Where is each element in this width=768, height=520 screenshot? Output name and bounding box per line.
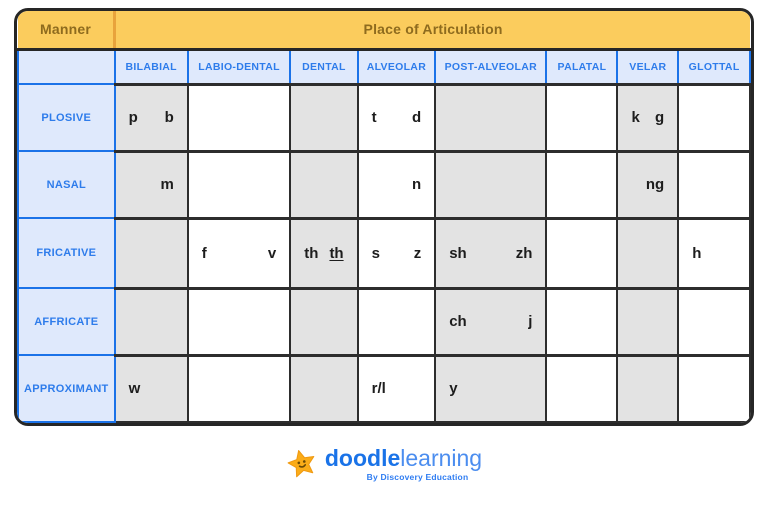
col-head-post-alveolar: POST-ALVEOLAR — [435, 49, 546, 84]
phoneme-cell-affricate-glottal — [678, 288, 750, 355]
phoneme-cell-nasal-dental — [290, 151, 357, 218]
row-label-approximant: APPROXIMANT — [18, 355, 115, 422]
phoneme-cell-approximant-glottal — [678, 355, 750, 422]
row-plosive — [18, 84, 750, 151]
doodle-learning-logo — [0, 446, 768, 482]
phoneme-cell-approximant-velar — [617, 355, 678, 422]
phoneme-voiced: b — [164, 109, 174, 126]
phoneme-voiced: z — [413, 244, 422, 262]
phoneme-cell-approximant-bilabial — [115, 355, 188, 422]
phoneme-cell-fricative-dental — [290, 218, 357, 288]
phoneme-voiceless: k — [631, 109, 640, 126]
col-head-bilabial: BILABIAL — [115, 49, 188, 84]
star-icon — [282, 445, 321, 484]
col-head-labio-dental: LABIO-DENTAL — [188, 49, 290, 84]
logo-tagline: By Discovery Education — [366, 472, 469, 482]
col-head-dental: DENTAL — [290, 49, 357, 84]
phoneme-cell-affricate-bilabial — [115, 288, 188, 355]
phoneme-voiced: m — [160, 176, 174, 193]
phoneme-cell-plosive-alveolar — [358, 84, 436, 151]
phoneme-voiced: ng — [645, 176, 665, 193]
logo-wordmark-learning: learning — [400, 445, 483, 471]
place-of-articulation-header: Place of Articulation — [115, 11, 750, 49]
row-label-plosive: PLOSIVE — [18, 84, 115, 151]
phoneme-voiceless: p — [128, 109, 138, 126]
phoneme-cell-affricate-dental — [290, 288, 357, 355]
top-header-row — [18, 11, 750, 49]
col-head-palatal: PALATAL — [546, 49, 617, 84]
phoneme-cell-approximant-post-alveolar — [435, 355, 546, 422]
phoneme-voiced: g — [655, 109, 665, 126]
logo-wordmark-doodle: doodle — [324, 445, 401, 471]
phoneme-voiceless: ch — [449, 313, 467, 330]
column-header-row — [18, 49, 750, 84]
phoneme-cell-affricate-velar — [617, 288, 678, 355]
phoneme-cell-fricative-glottal — [678, 218, 750, 288]
manner-header: Manner — [18, 11, 115, 49]
row-affricate — [18, 288, 750, 355]
row-label-affricate: AFFRICATE — [18, 288, 115, 355]
phoneme-cell-nasal-palatal — [546, 151, 617, 218]
phoneme-cell-approximant-labio-dental — [188, 355, 290, 422]
col-head-alveolar: ALVEOLAR — [358, 49, 436, 84]
phoneme-cell-plosive-post-alveolar — [435, 84, 546, 151]
phoneme-cell-approximant-palatal — [546, 355, 617, 422]
phoneme-cell-plosive-labio-dental — [188, 84, 290, 151]
row-approximant — [18, 355, 750, 422]
phoneme-cell-fricative-alveolar — [358, 218, 436, 288]
phoneme-voiced-underlined: th — [329, 244, 344, 262]
phoneme-voiced: n — [412, 176, 422, 193]
phoneme-cell-affricate-palatal — [546, 288, 617, 355]
phoneme-voiced: d — [412, 109, 422, 126]
corner-blank-cell — [18, 49, 115, 84]
phoneme-voiceless: h — [692, 244, 702, 262]
col-head-glottal: GLOTTAL — [678, 49, 750, 84]
phoneme-cell-plosive-velar — [617, 84, 678, 151]
row-fricative — [18, 218, 750, 288]
phoneme-cell-nasal-bilabial — [115, 151, 188, 218]
phoneme-cell-fricative-post-alveolar — [435, 218, 546, 288]
phoneme-voiced: zh — [515, 244, 533, 262]
phoneme-cell-affricate-post-alveolar — [435, 288, 546, 355]
phoneme-cell-plosive-bilabial — [115, 84, 188, 151]
phoneme-voiceless: f — [201, 244, 207, 262]
phoneme-cell-plosive-dental — [290, 84, 357, 151]
phoneme-cell-fricative-labio-dental — [188, 218, 290, 288]
phoneme-voiceless: s — [371, 244, 380, 262]
logo-wordmark — [325, 446, 482, 470]
phoneme-cell-nasal-labio-dental — [188, 151, 290, 218]
phoneme-cell-plosive-glottal — [678, 84, 750, 151]
row-label-fricative: FRICATIVE — [18, 218, 115, 288]
phoneme-cell-approximant-alveolar — [358, 355, 436, 422]
phoneme-cell-affricate-labio-dental — [188, 288, 290, 355]
phoneme-voiceless: sh — [449, 244, 467, 262]
phoneme-voiceless: w — [128, 380, 141, 398]
phoneme-cell-affricate-alveolar — [358, 288, 436, 355]
phoneme-cell-nasal-post-alveolar — [435, 151, 546, 218]
row-nasal — [18, 151, 750, 218]
phoneme-voiceless: th — [304, 244, 319, 262]
phoneme-voiced: j — [528, 313, 533, 330]
phoneme-cell-fricative-velar — [617, 218, 678, 288]
phoneme-cell-nasal-alveolar — [358, 151, 436, 218]
phoneme-cell-approximant-dental — [290, 355, 357, 422]
phoneme-cell-fricative-palatal — [546, 218, 617, 288]
col-head-velar: VELAR — [617, 49, 678, 84]
phoneme-voiceless: r/l — [371, 380, 386, 398]
articulation-table — [17, 11, 751, 423]
phoneme-voiceless: y — [449, 380, 458, 398]
phoneme-cell-fricative-bilabial — [115, 218, 188, 288]
phoneme-cell-nasal-velar — [617, 151, 678, 218]
phoneme-voiced: v — [267, 244, 277, 262]
phoneme-cell-plosive-palatal — [546, 84, 617, 151]
row-label-nasal: NASAL — [18, 151, 115, 218]
articulation-table-frame — [14, 8, 754, 426]
logo-text-block — [325, 446, 482, 482]
phoneme-cell-nasal-glottal — [678, 151, 750, 218]
phoneme-voiceless: t — [371, 109, 377, 126]
